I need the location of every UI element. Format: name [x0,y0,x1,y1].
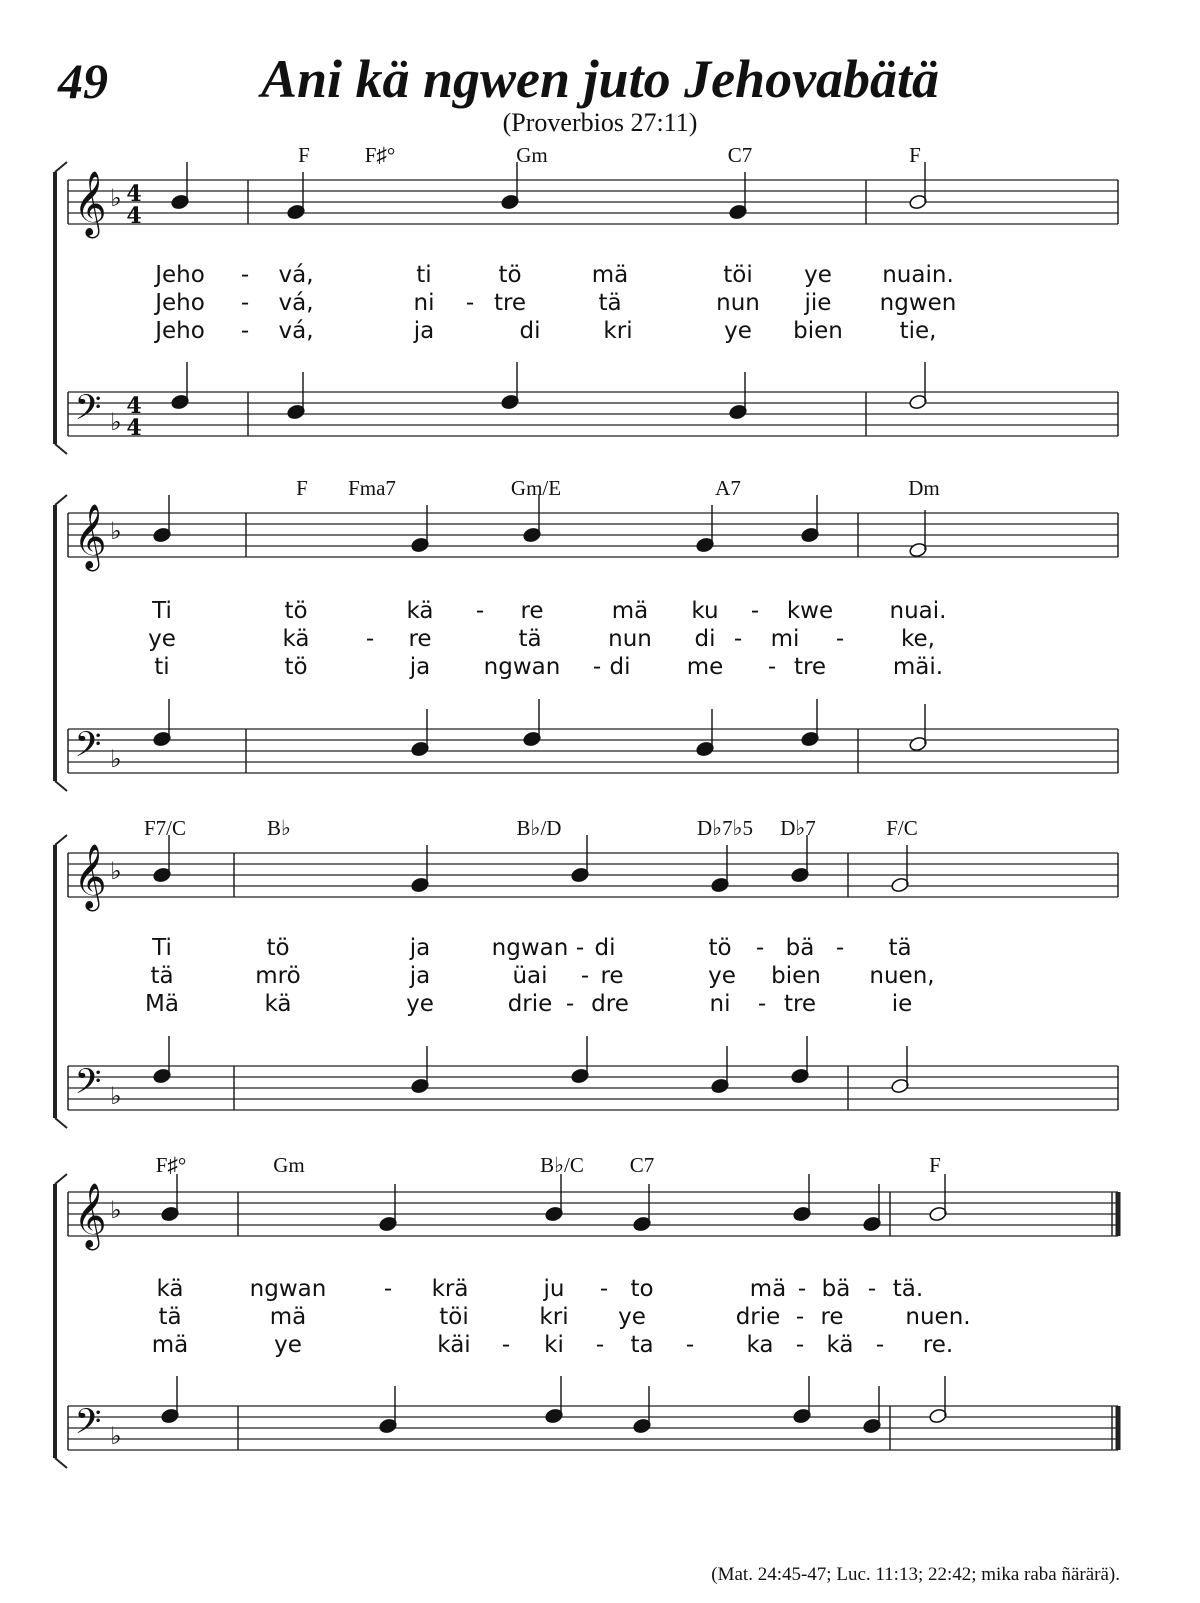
lyric-hyphen: - [383,1276,393,1302]
chord-symbol: D♭7 [780,816,816,840]
lyric-hyphen: - [565,991,575,1017]
chord-symbol: F/C [886,816,918,840]
flat-key-signature-icon: ♭ [110,745,122,773]
treble-clef-icon: 𝄞 [73,844,107,909]
lyric-syllable: ngwen [879,290,957,316]
lyric-syllable: mi [770,626,800,652]
lyric-hyphen: - [240,318,250,344]
lyric-syllable: nuai. [889,598,947,624]
lyric-syllable: di [594,935,616,961]
lyric-syllable: di [609,654,631,680]
lyric-syllable: ki [544,1332,564,1358]
chord-symbol: Dm [908,476,940,500]
chord-symbol: F7/C [143,816,187,840]
lyric-syllable: mä [611,598,649,624]
lyric-syllable: Ti [152,935,172,961]
lyric-syllable: ye [804,262,832,288]
lyric-syllable: töi [439,1304,469,1330]
lyric-hyphen: - [575,935,585,961]
lyric-syllable: drie [507,991,553,1017]
lyric-syllable: kä [826,1332,854,1358]
lyric-syllable: nuain. [882,262,954,288]
lyric-syllable: nuen. [905,1304,971,1330]
lyric-syllable: tö [284,598,308,624]
hymn-title: Ani kä ngwen juto Jehovabätä [260,49,940,109]
lyric-hyphen: - [465,290,475,316]
lyric-syllable: Ti [152,598,172,624]
lyric-syllable: ye [708,963,736,989]
lyric-syllable: ye [148,626,176,652]
lyric-syllable: tre [793,654,827,680]
scripture-reference: (Proverbios 27:11) [502,108,698,137]
chord-symbol: F [298,143,310,167]
chord-symbol: C7 [629,1153,655,1177]
lyric-syllable: ye [406,991,434,1017]
chord-symbol: F [929,1153,941,1177]
lyric-syllable: tö [498,262,522,288]
lyric-syllable: mä [151,1332,189,1358]
lyric-syllable: kä [264,991,292,1017]
lyric-syllable: krä [431,1276,469,1302]
lyric-syllable: jie [804,290,832,316]
lyric-syllable: tä [888,935,912,961]
lyric-syllable: re [600,963,624,989]
lyric-syllable: re [820,1304,844,1330]
time-signature-upper: 4 [126,393,142,419]
lyric-syllable: tö [708,935,732,961]
lyric-syllable: ye [724,318,752,344]
bass-clef-icon: 𝄢 [74,387,102,436]
lyric-hyphen: - [835,626,845,652]
lyric-syllable: re. [922,1332,954,1358]
flat-key-signature-icon: ♭ [110,1082,122,1110]
treble-clef-icon: 𝄞 [73,504,107,569]
lyric-hyphen: - [875,1332,885,1358]
lyric-syllable: re [408,626,432,652]
lyric-syllable: ngwan [249,1276,327,1302]
lyric-syllable: ka [746,1332,774,1358]
lyric-hyphen: - [795,1304,805,1330]
lyric-hyphen: - [595,1332,605,1358]
chord-symbol: D♭7♭5 [697,816,753,840]
lyric-hyphen: - [795,1332,805,1358]
lyric-hyphen: - [835,935,845,961]
lyric-syllable: ngwan [483,654,561,680]
lyric-syllable: Jeho [155,262,205,288]
chord-symbol: Gm [516,143,548,167]
lyric-hyphen: - [685,1332,695,1358]
lyric-syllable: tre [783,991,817,1017]
lyric-syllable: töi [723,262,753,288]
lyric-syllable: mä [269,1304,307,1330]
chord-symbol: Fma7 [348,476,396,500]
lyric-hyphen: - [365,626,375,652]
lyric-syllable: ti [154,654,170,680]
lyric-syllable: to [630,1276,654,1302]
lyric-syllable: ta [630,1332,654,1358]
lyric-hyphen: - [580,963,590,989]
flat-key-signature-icon: ♭ [110,517,122,545]
lyric-hyphen: - [797,1276,807,1302]
lyric-syllable: ja [413,318,435,344]
lyric-syllable: tä [598,290,622,316]
lyric-syllable: tä. [892,1276,924,1302]
lyric-syllable: di [519,318,541,344]
lyric-hyphen: - [757,991,767,1017]
lyric-hyphen: - [475,598,485,624]
lyric-syllable: kä [406,598,434,624]
flat-key-signature-icon: ♭ [110,408,122,436]
lyric-syllable: tie, [899,318,937,344]
lyric-hyphen: - [240,290,250,316]
lyric-syllable: nun [716,290,760,316]
lyric-syllable: kri [603,318,633,344]
lyric-hyphen: - [733,626,743,652]
lyric-syllable: kä [282,626,310,652]
lyric-hyphen: - [867,1276,877,1302]
chord-symbol: Gm [273,1153,305,1177]
chord-symbol: F [296,476,308,500]
lyric-syllable: kri [539,1304,569,1330]
time-signature-lower: 4 [126,203,142,229]
lyric-syllable: ju [543,1276,565,1302]
chord-symbol: B♭ [267,816,291,840]
flat-key-signature-icon: ♭ [110,1196,122,1224]
lyric-syllable: mä [591,262,629,288]
lyric-syllable: ke, [901,626,935,652]
lyric-syllable: mäi. [892,654,944,680]
flat-key-signature-icon: ♭ [110,857,122,885]
treble-clef-icon: 𝄞 [73,1183,107,1248]
lyric-syllable: bä [785,935,815,961]
lyric-syllable: dre [591,991,629,1017]
lyric-syllable: käi [437,1332,471,1358]
lyric-syllable: Mä [145,991,179,1017]
lyric-syllable: ku [691,598,719,624]
bass-clef-icon: 𝄢 [74,1401,102,1450]
flat-key-signature-icon: ♭ [110,184,122,212]
lyric-syllable: tä [158,1304,182,1330]
lyric-syllable: kwe [786,598,834,624]
chord-symbol: Gm/E [510,476,562,500]
lyric-syllable: me [686,654,724,680]
lyric-syllable: vá, [278,262,314,288]
lyric-syllable: tö [266,935,290,961]
lyric-hyphen: - [501,1332,511,1358]
flat-key-signature-icon: ♭ [110,1422,122,1450]
lyric-syllable: mä [749,1276,787,1302]
time-signature-upper: 4 [126,181,142,207]
chord-symbol: F [909,143,921,167]
chord-symbol: A7 [715,476,741,500]
lyric-syllable: ie [891,991,913,1017]
lyric-syllable: ye [274,1332,302,1358]
lyric-syllable: tre [493,290,527,316]
lyric-syllable: tä [150,963,174,989]
hymn-number: 49 [58,53,108,109]
lyric-syllable: ja [409,654,431,680]
lyric-syllable: ja [409,963,431,989]
lyric-syllable: ni [413,290,435,316]
footnote-references: (Mat. 24:45-47; Luc. 11:13; 22:42; mika raba ñärärä). [711,1564,1120,1585]
lyric-hyphen: - [767,654,777,680]
lyric-syllable: Jeho [155,290,205,316]
lyric-syllable: üai [512,963,548,989]
lyric-syllable: ngwan [491,935,569,961]
lyric-syllable: ja [409,935,431,961]
lyric-syllable: tä [518,626,542,652]
chord-symbol: B♭/D [516,816,562,840]
chord-symbol: F♯° [155,1153,187,1177]
lyric-syllable: nuen, [869,963,935,989]
lyric-syllable: di [694,626,716,652]
lyric-syllable: tö [284,654,308,680]
lyric-hyphen: - [599,1276,609,1302]
lyric-syllable: mrö [255,963,301,989]
chord-symbol: C7 [727,143,753,167]
chord-symbol: F♯° [364,143,396,167]
lyric-syllable: re [520,598,544,624]
chord-symbol: B♭/C [540,1153,584,1177]
lyric-syllable: vá, [278,318,314,344]
lyric-hyphen: - [592,654,602,680]
lyric-hyphen: - [750,598,760,624]
lyric-syllable: Jeho [155,318,205,344]
lyric-syllable: drie [735,1304,781,1330]
bass-clef-icon: 𝄢 [74,1061,102,1110]
lyric-syllable: bä [821,1276,851,1302]
lyric-syllable: ti [416,262,432,288]
lyric-syllable: ye [618,1304,646,1330]
lyric-syllable: bien [771,963,821,989]
time-signature-lower: 4 [126,415,142,441]
bass-clef-icon: 𝄢 [74,724,102,773]
lyric-hyphen: - [755,935,765,961]
lyric-syllable: nun [608,626,652,652]
treble-clef-icon: 𝄞 [73,171,107,236]
lyric-syllable: vá, [278,290,314,316]
lyric-syllable: ni [709,991,731,1017]
lyric-syllable: kä [156,1276,184,1302]
lyric-hyphen: - [240,262,250,288]
lyric-syllable: bien [793,318,843,344]
